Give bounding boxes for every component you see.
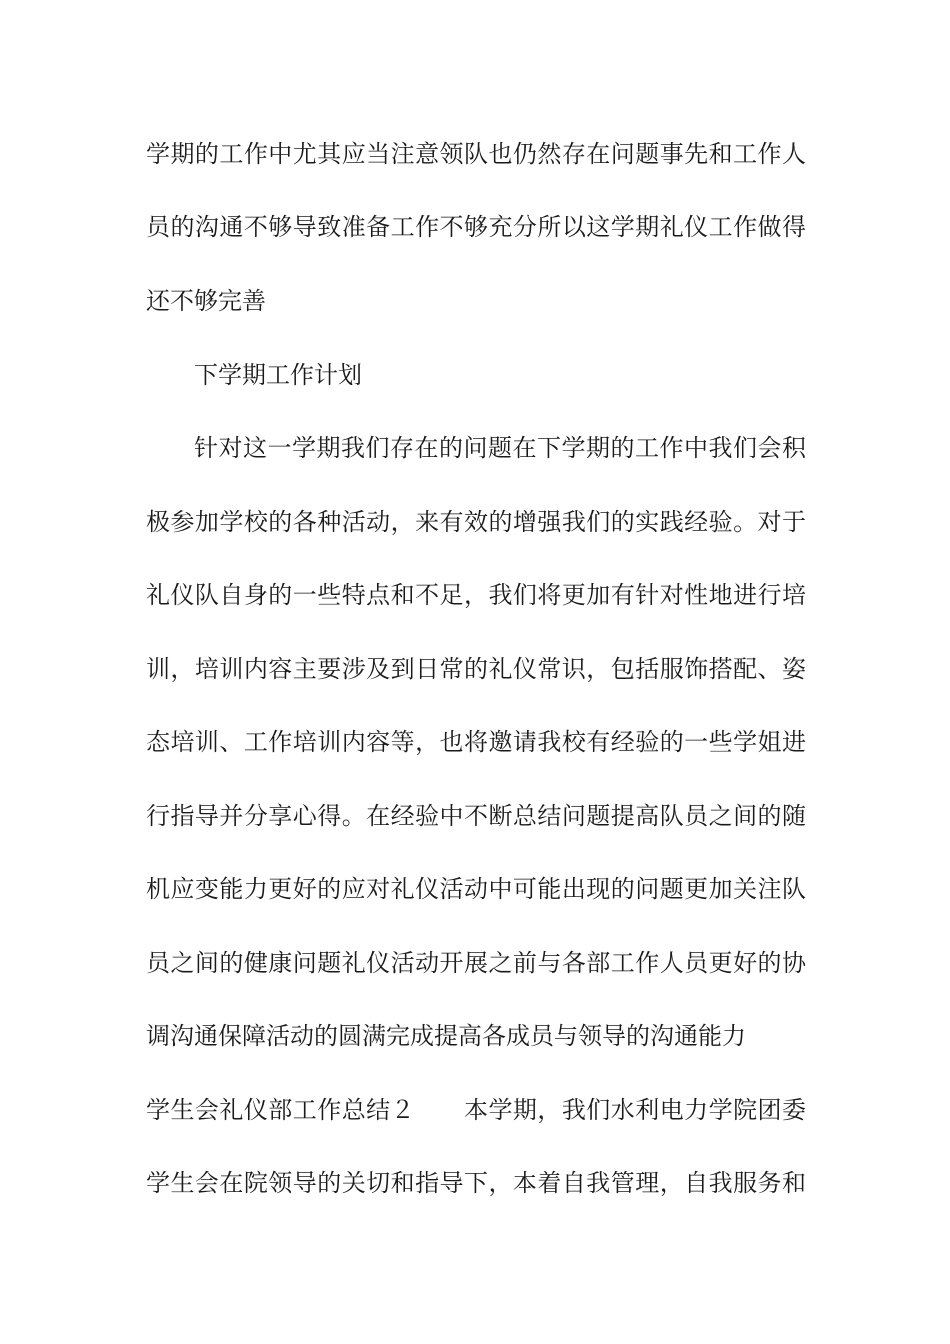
- paragraph-line: 行指导并分享心得。在经验中不断总结问题提高队员之间的随: [146, 802, 806, 830]
- paragraph-line: 调沟通保障活动的圆满完成提高各成员与领导的沟通能力: [146, 1022, 746, 1050]
- paragraph-line: 员的沟通不够导致准备工作不够充分所以这学期礼仪工作做得: [146, 213, 806, 241]
- paragraph-line: 还不够完善: [146, 287, 266, 315]
- paragraph-line: 机应变能力更好的应对礼仪活动中可能出现的问题更加关注队: [146, 875, 806, 903]
- paragraph-line: 针对这一学期我们存在的问题在下学期的工作中我们会积: [194, 434, 806, 462]
- paragraph-line: 极参加学校的各种活动，来有效的增强我们的实践经验。对于: [146, 508, 806, 536]
- paragraph-line: 训，培训内容主要涉及到日常的礼仪常识，包括服饰搭配、姿: [146, 655, 806, 683]
- paragraph-line: 学生会在院领导的关切和指导下，本着自我管理，自我服务和: [146, 1169, 806, 1197]
- paragraph-line: 员之间的健康问题礼仪活动开展之前与各部工作人员更好的协: [146, 949, 806, 977]
- paragraph-line: 学期的工作中尤其应当注意领队也仍然存在问题事先和工作人: [146, 140, 806, 168]
- section-heading: 下学期工作计划: [194, 361, 362, 389]
- paragraph-line: 学生会礼仪部工作总结２ 本学期，我们水利电力学院团委: [146, 1096, 806, 1124]
- paragraph-line: 态培训、工作培训内容等，也将邀请我校有经验的一些学姐进: [146, 728, 806, 756]
- paragraph-line: 礼仪队自身的一些特点和不足，我们将更加有针对性地进行培: [146, 581, 806, 609]
